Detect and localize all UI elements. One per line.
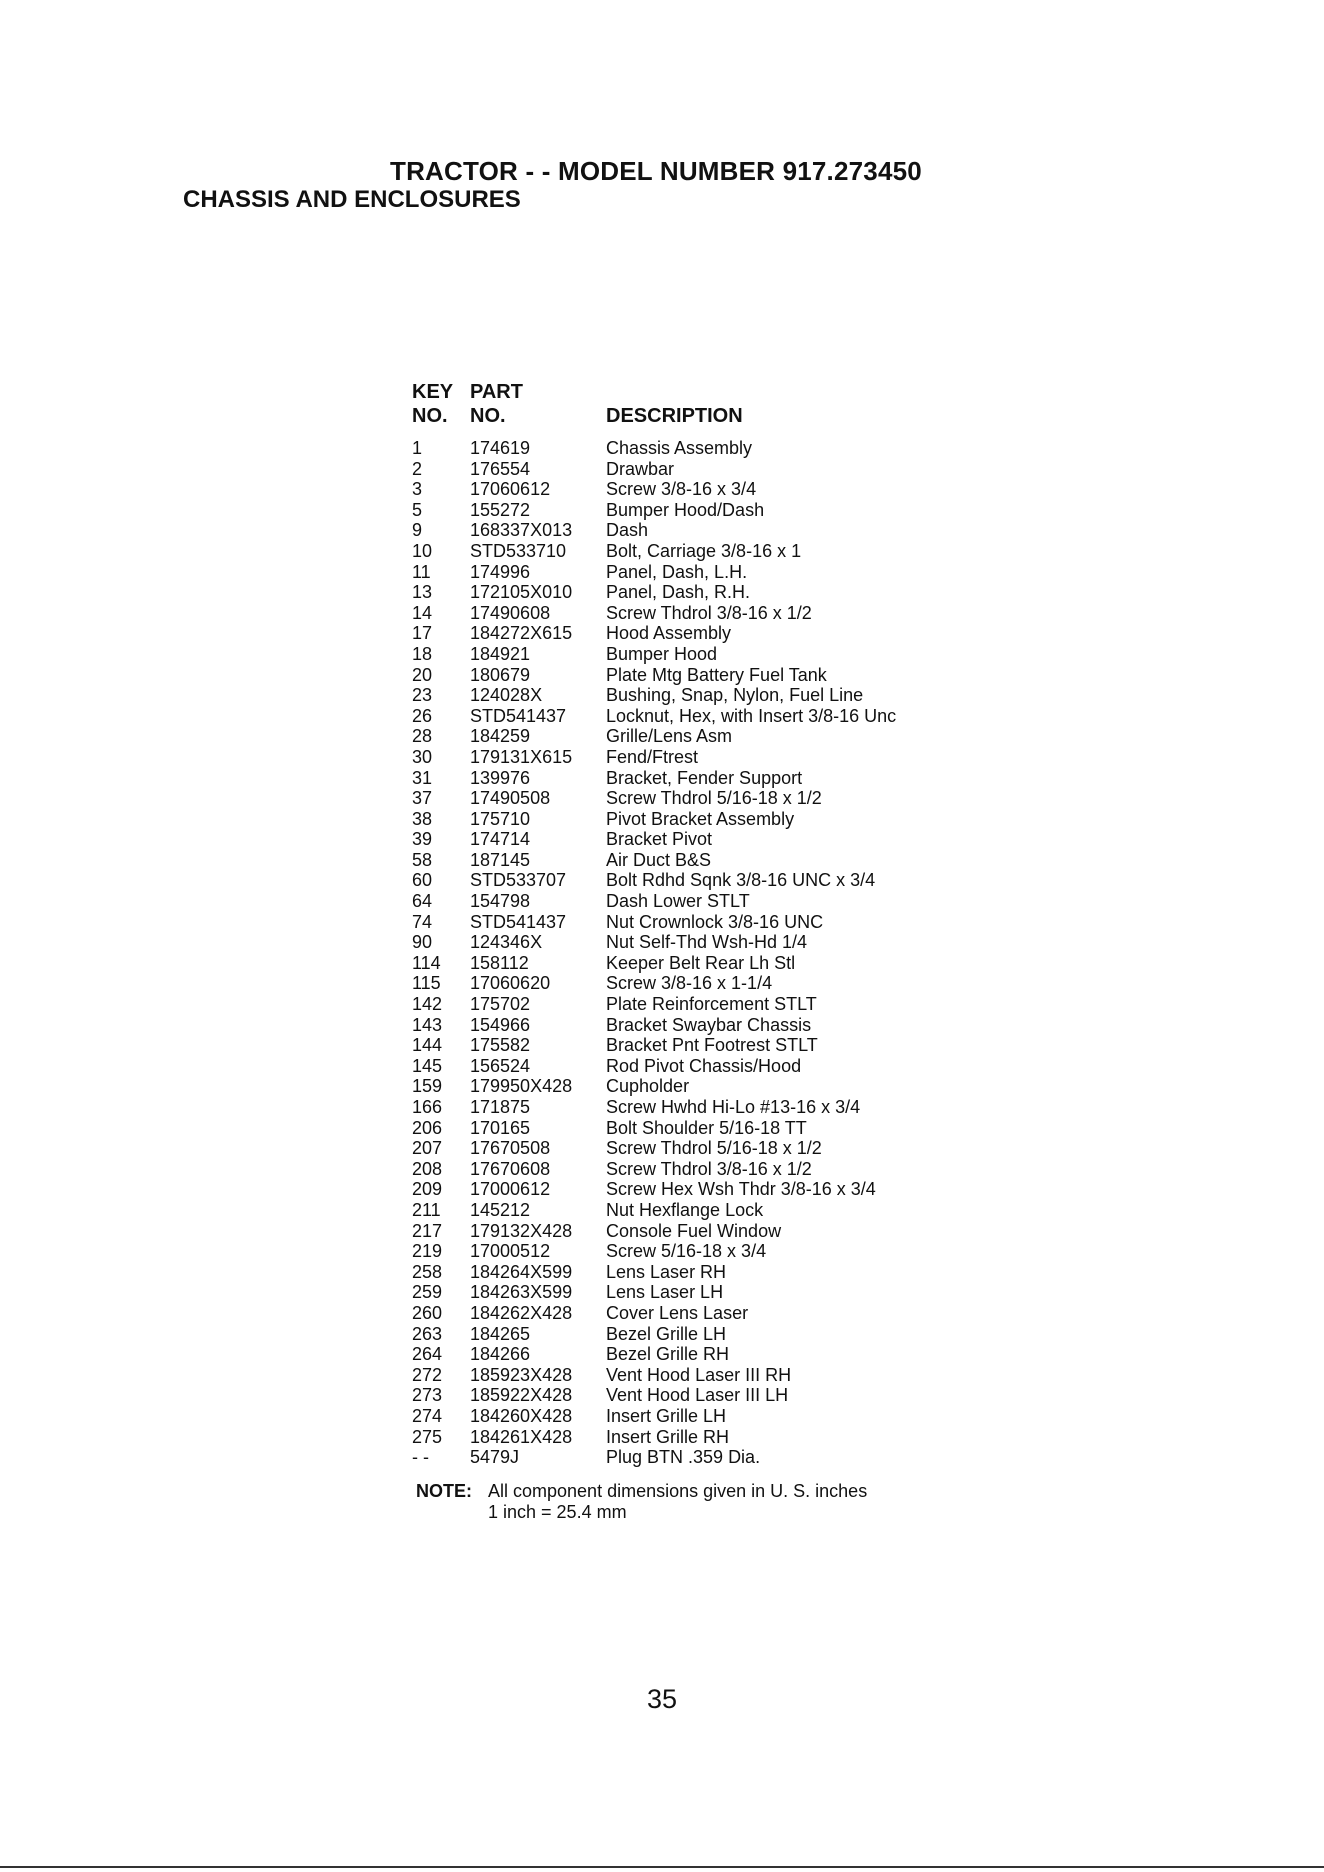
description-cell: Bolt Rdhd Sqnk 3/8-16 UNC x 3/4	[606, 870, 876, 891]
part-no-cell: 155272	[470, 499, 531, 520]
description-cell: Nut Crownlock 3/8-16 UNC	[606, 911, 824, 932]
description-cell: Screw Thdrol 5/16-18 x 1/2	[606, 1138, 822, 1159]
part-no-cell: 171875	[470, 1097, 531, 1117]
part-no-cell: STD541437	[470, 911, 567, 932]
key-no-cell: 143	[412, 1014, 443, 1035]
part-no-cell: 17490508	[470, 788, 551, 809]
table-row	[412, 1282, 1032, 1303]
key-no-cell: 209	[412, 1179, 443, 1200]
key-no-cell: 18	[412, 643, 433, 664]
table-row	[412, 788, 1032, 809]
description-cell: Bracket Pivot	[606, 829, 713, 850]
part-no-cell: 179132X428	[470, 1220, 573, 1241]
table-row	[412, 541, 1032, 562]
header-part: PART	[470, 381, 523, 403]
description-cell: Chassis Assembly	[606, 438, 753, 458]
key-no-cell: 274	[412, 1405, 443, 1426]
part-no-cell: 168337X013	[470, 520, 573, 541]
description-cell: Insert Grille RH	[606, 1426, 730, 1447]
description-cell: Grille/Lens Asm	[606, 726, 733, 747]
description-cell: Bumper Hood/Dash	[606, 499, 765, 520]
part-no-cell: 185922X428	[470, 1385, 573, 1406]
key-no-cell: 9	[412, 520, 423, 541]
table-row	[412, 623, 1032, 644]
table-row	[412, 747, 1032, 768]
key-no-cell: 114	[412, 952, 441, 973]
description-cell: Bumper Hood	[606, 643, 718, 664]
part-no-cell: 180679	[470, 664, 531, 685]
key-no-cell: 217	[412, 1220, 443, 1241]
part-no-cell: STD541437	[470, 705, 567, 726]
bottom-rule	[0, 1866, 1324, 1868]
part-no-cell: 17670508	[470, 1138, 551, 1159]
parts-list	[412, 380, 1032, 1468]
key-no-cell: 58	[412, 849, 433, 870]
part-no-cell: 174996	[470, 561, 531, 582]
part-no-cell: 17000612	[470, 1179, 551, 1200]
parts-rows	[412, 438, 1032, 1468]
key-no-cell: - -	[412, 1447, 429, 1468]
header-part-no: NO.	[470, 405, 506, 427]
part-no-cell: 175702	[470, 994, 531, 1015]
description-cell: Cover Lens Laser	[606, 1302, 749, 1323]
description-cell: Panel, Dash, L.H.	[606, 561, 748, 582]
description-cell: Plate Mtg Battery Fuel Tank	[606, 664, 827, 685]
part-no-cell: 175710	[470, 808, 531, 829]
note	[416, 1481, 868, 1523]
table-row	[412, 582, 1032, 603]
part-no-cell: 187145	[470, 849, 531, 870]
description-cell: Screw 3/8-16 x 1-1/4	[606, 973, 773, 994]
table-row	[412, 1056, 1032, 1077]
key-no-cell: 260	[412, 1302, 443, 1323]
table-row	[412, 1200, 1032, 1221]
key-no-cell: 219	[412, 1241, 443, 1262]
description-cell: Panel, Dash, R.H.	[606, 582, 751, 603]
description-cell: Screw Thdrol 5/16-18 x 1/2	[606, 788, 822, 809]
table-row	[412, 768, 1032, 789]
parts-list-header	[412, 380, 1032, 428]
key-no-cell: 159	[412, 1076, 443, 1097]
description-cell: Fend/Ftrest	[606, 746, 699, 767]
table-row	[412, 850, 1032, 871]
key-no-cell: 39	[412, 829, 433, 850]
part-no-cell: 139976	[470, 767, 531, 788]
description-cell: Keeper Belt Rear Lh Stl	[606, 952, 796, 973]
description-cell: Dash	[606, 520, 649, 541]
part-no-cell: 17670608	[470, 1158, 551, 1179]
part-no-cell: 156524	[470, 1055, 531, 1076]
description-cell: Screw 3/8-16 x 3/4	[606, 479, 757, 500]
part-no-cell: 184263X599	[470, 1282, 573, 1303]
table-row	[412, 1221, 1032, 1242]
key-no-cell: 10	[412, 540, 433, 561]
key-no-cell: 38	[412, 808, 433, 829]
part-no-cell: 175582	[470, 1035, 531, 1056]
key-no-cell: 60	[412, 870, 433, 891]
table-row	[412, 829, 1032, 850]
key-no-cell: 115	[412, 973, 441, 994]
table-row	[412, 932, 1032, 953]
table-row	[412, 1262, 1032, 1283]
part-no-cell: 172105X010	[470, 582, 573, 603]
part-no-cell: 185923X428	[470, 1364, 573, 1385]
key-no-cell: 26	[412, 705, 433, 726]
part-no-cell: 170165	[470, 1117, 531, 1138]
description-cell: Lens Laser LH	[606, 1282, 724, 1303]
table-row	[412, 500, 1032, 521]
table-row	[412, 520, 1032, 541]
header-key-no: NO.	[412, 405, 448, 427]
table-row	[412, 1035, 1032, 1056]
table-row	[412, 562, 1032, 583]
description-cell: Screw Hwhd Hi-Lo #13-16 x 3/4	[606, 1097, 861, 1117]
part-no-cell: 17060620	[470, 973, 551, 994]
table-row	[412, 1344, 1032, 1365]
table-row	[412, 438, 1032, 459]
part-no-cell: 154966	[470, 1014, 531, 1035]
part-no-cell: 154798	[470, 891, 531, 912]
key-no-cell: 1	[412, 438, 423, 458]
table-row	[412, 603, 1032, 624]
description-cell: Vent Hood Laser III RH	[606, 1364, 792, 1385]
part-no-cell: 179131X615	[470, 746, 573, 767]
table-row	[412, 479, 1032, 500]
key-no-cell: 166	[412, 1097, 443, 1117]
description-cell: Plug BTN .359 Dia.	[606, 1447, 761, 1468]
key-no-cell: 31	[412, 767, 433, 788]
table-row	[412, 1241, 1032, 1262]
key-no-cell: 64	[412, 891, 433, 912]
header-row-2	[412, 404, 1032, 428]
key-no-cell: 206	[412, 1117, 443, 1138]
table-row	[412, 706, 1032, 727]
key-no-cell: 90	[412, 932, 433, 953]
description-cell: Plate Reinforcement STLT	[606, 994, 817, 1015]
table-row	[412, 1406, 1032, 1427]
description-cell: Insert Grille LH	[606, 1405, 727, 1426]
table-row	[412, 726, 1032, 747]
part-no-cell: 184921	[470, 643, 531, 664]
page-number: 35	[646, 1684, 678, 1714]
part-no-cell: 17060612	[470, 479, 551, 500]
description-cell: Bolt, Carriage 3/8-16 x 1	[606, 540, 802, 561]
table-row	[412, 973, 1032, 994]
table-row	[412, 685, 1032, 706]
description-cell: Lens Laser RH	[606, 1261, 727, 1282]
part-no-cell: 184260X428	[470, 1405, 573, 1426]
key-no-cell: 263	[412, 1323, 443, 1344]
table-row	[412, 1118, 1032, 1139]
part-no-cell: 184259	[470, 726, 531, 747]
part-no-cell: 174619	[470, 438, 531, 458]
part-no-cell: 184272X615	[470, 623, 573, 644]
table-row	[412, 912, 1032, 933]
description-cell: Air Duct B&S	[606, 849, 712, 870]
description-cell: Bezel Grille RH	[606, 1344, 730, 1365]
part-no-cell: 5479J	[470, 1447, 520, 1468]
part-no-cell: 145212	[470, 1199, 531, 1220]
table-row	[412, 891, 1032, 912]
key-no-cell: 13	[412, 582, 433, 603]
description-cell: Console Fuel Window	[606, 1220, 782, 1241]
key-no-cell: 264	[412, 1344, 443, 1365]
description-cell: Hood Assembly	[606, 623, 732, 644]
part-no-cell: 17000512	[470, 1241, 551, 1262]
part-no-cell: 124028X	[470, 685, 543, 706]
part-no-cell: 158112	[470, 952, 529, 973]
page-title: TRACTOR - - MODEL NUMBER 917.273450	[390, 156, 922, 186]
key-no-cell: 14	[412, 602, 433, 623]
key-no-cell: 23	[412, 685, 433, 706]
description-cell: Pivot Bracket Assembly	[606, 808, 795, 829]
table-row	[412, 1365, 1032, 1386]
description-cell: Screw 5/16-18 x 3/4	[606, 1241, 767, 1262]
description-cell: Rod Pivot Chassis/Hood	[606, 1055, 802, 1076]
description-cell: Cupholder	[606, 1076, 690, 1097]
part-no-cell: 184264X599	[470, 1261, 573, 1282]
description-cell: Locknut, Hex, with Insert 3/8-16 Unc	[606, 705, 897, 726]
description-cell: Bushing, Snap, Nylon, Fuel Line	[606, 685, 864, 706]
part-no-cell: 179950X428	[470, 1076, 573, 1097]
description-cell: Bracket, Fender Support	[606, 767, 803, 788]
note-text: All component dimensions given in U. S. inches 1 inch = 25.4 mm	[488, 1481, 868, 1522]
key-no-cell: 258	[412, 1261, 443, 1282]
table-row	[412, 644, 1032, 665]
description-cell: Bezel Grille LH	[606, 1323, 727, 1344]
table-row	[412, 1076, 1032, 1097]
part-no-cell: 184261X428	[470, 1426, 573, 1447]
key-no-cell: 259	[412, 1282, 443, 1303]
table-row	[412, 1179, 1032, 1200]
part-no-cell: STD533707	[470, 870, 567, 891]
description-cell: Dash Lower STLT	[606, 891, 750, 912]
table-row	[412, 1015, 1032, 1036]
key-no-cell: 74	[412, 911, 433, 932]
key-no-cell: 17	[412, 623, 433, 644]
key-no-cell: 145	[412, 1055, 443, 1076]
key-no-cell: 142	[412, 994, 443, 1015]
part-no-cell: 17490608	[470, 602, 551, 623]
header-key: KEY	[412, 381, 454, 403]
key-no-cell: 273	[412, 1385, 443, 1406]
key-no-cell: 20	[412, 664, 433, 685]
key-no-cell: 30	[412, 746, 433, 767]
table-row	[412, 665, 1032, 686]
part-no-cell: 184265	[470, 1323, 531, 1344]
key-no-cell: 208	[412, 1158, 443, 1179]
description-cell: Screw Hex Wsh Thdr 3/8-16 x 3/4	[606, 1179, 876, 1200]
table-row	[412, 1303, 1032, 1324]
key-no-cell: 11	[412, 561, 431, 582]
table-row	[412, 459, 1032, 480]
part-no-cell: 184262X428	[470, 1302, 573, 1323]
table-row	[412, 1097, 1032, 1118]
part-no-cell: 174714	[470, 829, 531, 850]
description-cell: Bracket Swaybar Chassis	[606, 1014, 812, 1035]
description-cell: Screw Thdrol 3/8-16 x 1/2	[606, 602, 812, 623]
header-description: DESCRIPTION	[606, 405, 743, 427]
table-row	[412, 1385, 1032, 1406]
key-no-cell: 211	[412, 1199, 441, 1220]
table-row	[412, 994, 1032, 1015]
description-cell: Nut Self-Thd Wsh-Hd 1/4	[606, 932, 808, 953]
table-row	[412, 953, 1032, 974]
part-no-cell: 176554	[470, 458, 531, 479]
table-row	[412, 1427, 1032, 1448]
description-cell: Bolt Shoulder 5/16-18 TT	[606, 1117, 807, 1138]
table-row	[412, 1447, 1032, 1468]
table-row	[412, 1159, 1032, 1180]
description-cell: Bracket Pnt Footrest STLT	[606, 1035, 818, 1056]
table-row	[412, 809, 1032, 830]
description-cell: Screw Thdrol 3/8-16 x 1/2	[606, 1158, 812, 1179]
key-no-cell: 207	[412, 1138, 443, 1159]
part-no-cell: STD533710	[470, 540, 567, 561]
header-row-1	[412, 380, 1032, 404]
description-cell: Drawbar	[606, 458, 675, 479]
key-no-cell: 272	[412, 1364, 443, 1385]
part-no-cell: 184266	[470, 1344, 531, 1365]
description-cell: Vent Hood Laser III LH	[606, 1385, 789, 1406]
key-no-cell: 2	[412, 458, 423, 479]
key-no-cell: 3	[412, 479, 423, 500]
key-no-cell: 275	[412, 1426, 443, 1447]
part-no-cell: 124346X	[470, 932, 543, 953]
key-no-cell: 37	[412, 788, 433, 809]
key-no-cell: 144	[412, 1035, 443, 1056]
table-row	[412, 1324, 1032, 1345]
description-cell: Nut Hexflange Lock	[606, 1199, 764, 1220]
section-subtitle: CHASSIS AND ENCLOSURES	[183, 186, 521, 213]
table-row	[412, 870, 1032, 891]
note-label: NOTE:	[416, 1481, 472, 1501]
table-row	[412, 1138, 1032, 1159]
key-no-cell: 28	[412, 726, 433, 747]
key-no-cell: 5	[412, 499, 423, 520]
